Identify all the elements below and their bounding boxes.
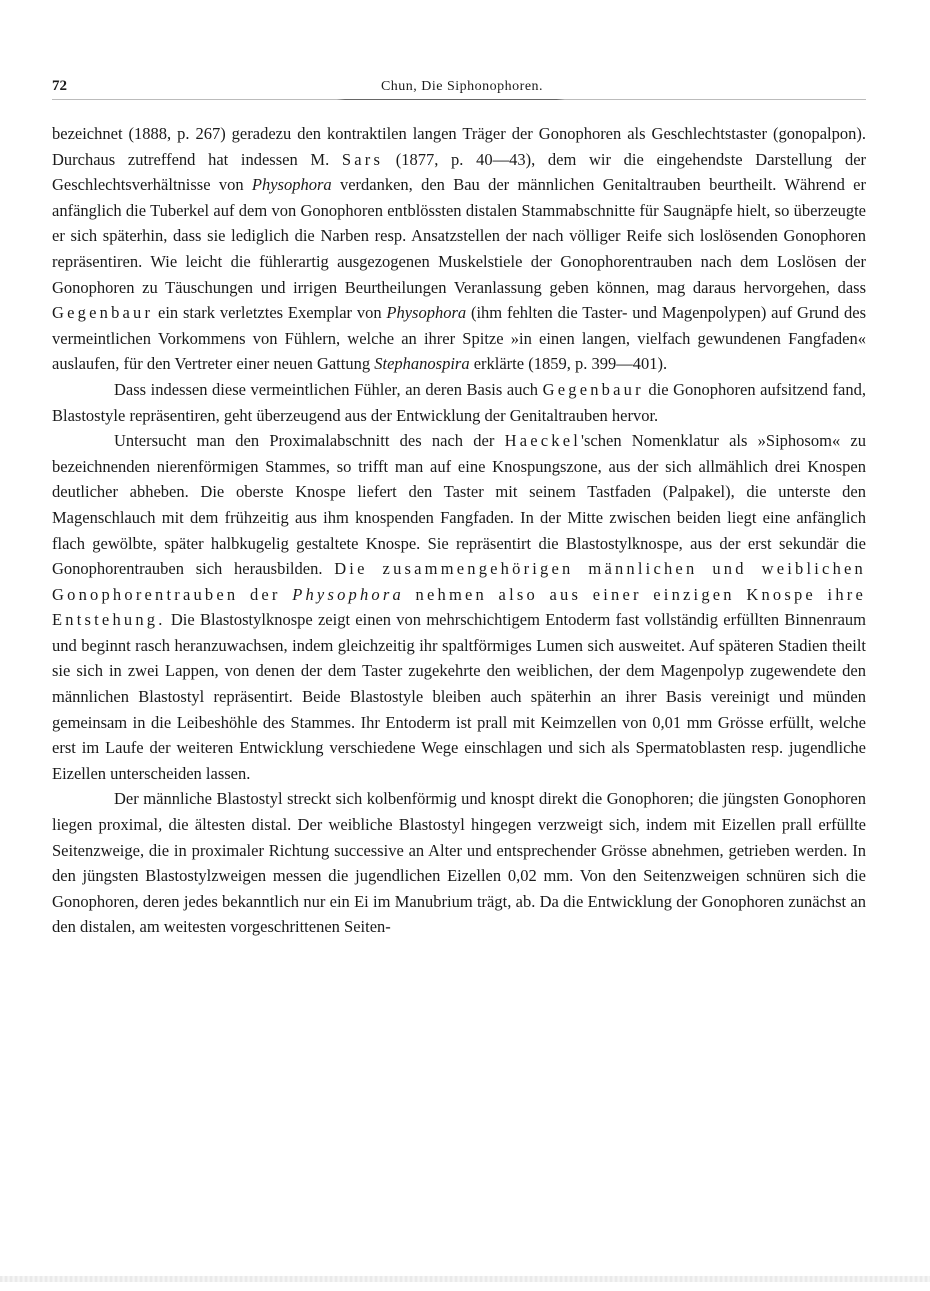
paragraph — [52, 786, 866, 940]
spaced-emphasis: Die zusammengehörigen männlichen und weiblichen Gonophorentrauben der — [52, 559, 867, 604]
text-run: Die Blastostylknospe zeigt einen von mehrschichtigem Entoderm fast vollständig erfüllten Binnenraum und beginnt rasch heranzuwachsen, indem gleichzeitig ihr spaltförmiges Lumen sich ausweitet. Auf späteren Stadien theilt sie sich in zwei Lappen, von denen der dem Taster zugekehrte den weiblichen, der dem Magenpolyp zugewendete den männlichen Blastostyl repräsentirt. Beide Blastostyle bleiben auch späterhin an ihrer Basis vereinigt und münden gemeinsam in die Leibeshöhle des Stammes. Ihr Entoderm ist prall mit Keimzellen von 0,01 mm Grösse erfüllt, welche erst im Laufe der weiteren Entwicklung verschiedene Wege einschlagen und sich als Spermatoblasten resp. jugendliche Eizellen unterscheiden lassen. — [52, 610, 866, 783]
spaced-italic-genus-name: Physophora — [292, 584, 404, 604]
body-text — [52, 121, 866, 940]
text-run: verdanken, den Bau der männlichen Genitaltrauben beurtheilt. Während er anfänglich die Tuberkel auf dem von Gonophoren entblössten distalen Stammabschnitte für Saugnäpfe hielt, so überzeugte er sich späterhin, dass sie lediglich die Narben resp. Ansatzstellen der nach völliger Reife sich loslösenden Gonophoren repräsentiren. Wie leicht die fühlerartig ausgezogenen Muskelstiele der Gonophorentrauben nach dem Loslösen der Gonophoren zu Täuschungen und irrigen Beurtheilungen Veranlassung geben können, mag daraus hervorgehen, dass — [52, 175, 867, 297]
text-run: die Gonophoren aufsitzend fand, Blastostyle repräsentiren, geht überzeugend aus der Entwicklung der Genitaltrauben hervor. — [52, 379, 866, 425]
italic-genus-name: Physophora — [386, 303, 467, 323]
italic-genus-name: Stephanospira — [374, 354, 470, 374]
header-rule — [52, 99, 866, 100]
text-run: erklärte (1859, p. 399—401). — [469, 354, 668, 374]
text-run: 'schen Nomenklatur als »Siphosom« zu bezeichnenden nierenförmigen Stammes, so trifft man auf eine Knospungszone, aus der sich allmählich drei Knospen deutlicher abheben. Die oberste Knospe liefert den Taster mit seinem Tastfaden (Palpakel), die unterste den Magenschlauch mit dem frühzeitig aus ihm knospenden Fangfaden. In der Mitte zwischen beiden liegt eine anfänglich flach gewölbte, später halbkugelig gestaltete Knospe. Sie repräsentirt die Blastostylknospe, aus der erst sekundär die Gonophorentrauben sich herausbilden. — [52, 431, 866, 579]
text-run: Untersucht man den Proximalabschnitt des nach der — [114, 431, 505, 451]
text-run: (1877, p. 40—43), dem wir die eingehendste Darstellung der Geschlechtsverhältnisse von — [52, 149, 867, 195]
text-run: (ihm fehlten die Taster- und Magenpolypen) auf Grund des vermeintlichen Vorkommens von Fühlern, welche an ihrer Spitze »in einen langen, vielfach gewundenen Fangfaden« auslaufen, für den Vertreter einer neuen Gattung — [52, 303, 866, 374]
spaced-emphasis: Gegenbaur — [52, 303, 154, 323]
text-run: bezeichnet (1888, p. 267) geradezu den kontraktilen langen Träger der Gonophoren als Geschlechtstaster (gonopalpon). Durchaus zutreffend hat indessen M. — [52, 124, 866, 169]
page-number: 72 — [52, 78, 67, 94]
spaced-emphasis: Haeckel — [504, 431, 582, 451]
text-run: ein stark verletztes Exemplar von — [153, 303, 387, 323]
running-title: Chun, Die Siphonophoren. — [380, 79, 544, 94]
text-run: Der männliche Blastostyl streckt sich kolbenförmig und knospt direkt die Gonophoren; die jüngsten Gonophoren liegen proximal, die ältesten distal. Der weibliche Blastostyl hingegen verzweigt sich, indem mit Eizellen prall erfüllte Seitenzweige, die in proximaler Richtung successive an Alter und entsprechender Grösse abnehmen, getrieben werden. In den jüngsten Blastostylzweigen messen die jugendlichen Eizellen 0,02 mm. Von den Seitenzweigen schnüren sich die Gonophoren, deren jedes bekanntlich nur ein Ei im Manubrium trägt, ab. Da die Entwicklung der Gonophoren zunächst an den distalen, am weitesten vorgeschrittenen Seiten- — [52, 789, 866, 937]
text-run: Dass indessen diese vermeintlichen Fühler, an deren Basis auch — [114, 379, 543, 399]
spaced-emphasis: Sars — [341, 149, 384, 169]
paragraph — [52, 428, 866, 786]
spaced-emphasis: nehmen also aus einer einzigen Knospe ihre Entstehung. — [52, 584, 866, 630]
paragraph — [52, 121, 866, 377]
paragraph — [52, 377, 866, 428]
spaced-emphasis: Gegenbaur — [542, 379, 644, 399]
scan-edge — [0, 1276, 930, 1282]
italic-genus-name: Physophora — [251, 175, 332, 195]
running-header — [52, 78, 866, 100]
